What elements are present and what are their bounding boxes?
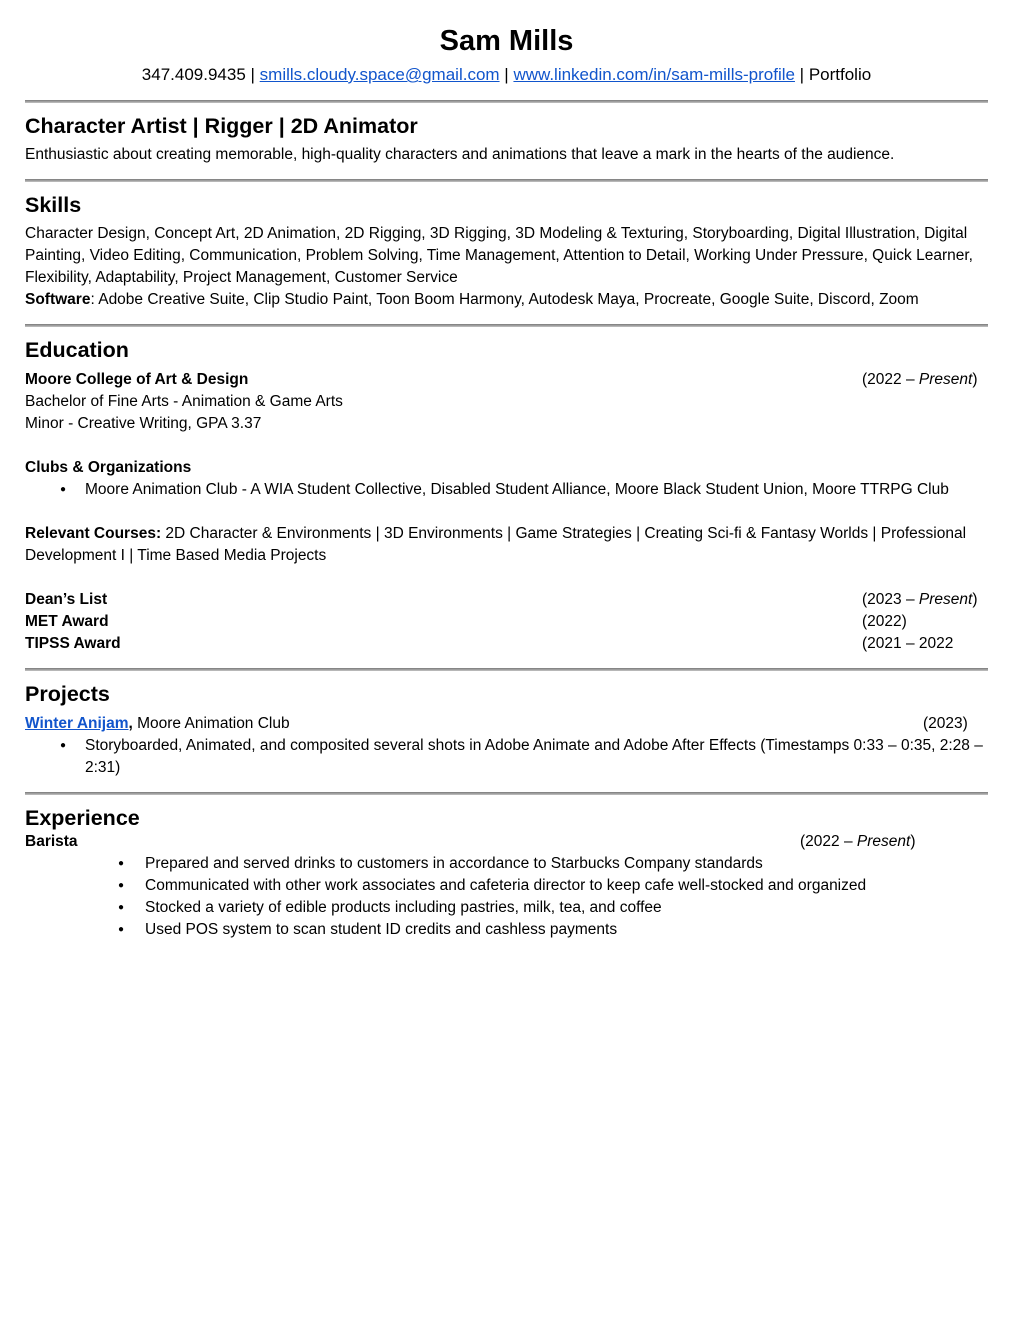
courses-block [25,523,988,567]
page-title: Sam Mills [439,25,574,57]
skills-section [25,223,988,311]
courses-list: 2D Character & Environments | 3D Environments | Game Strategies | Creating Sci-fi & Fantasy Worlds | Professional Development I | Time Based Media Projects [25,525,967,564]
skills-list: Character Design, Concept Art, 2D Animation, 2D Rigging, 3D Rigging, 3D Modeling & Texturing, Storyboarding, Digital Illustration, Digital Painting, Video Editing, Communication, Problem Solving, Time Management, Attention to Detail, Working Under Pressure, Quick Learner, Flexibility, Adaptability, Project Management, Customer Service [25,225,973,286]
award-row [25,611,988,633]
job-bullet-text: Stocked a variety of edible products including pastries, milk, tea, and coffee [145,899,662,916]
job-date: (2022 – Present) [800,833,916,850]
project-row [25,713,988,735]
clubs-heading: Clubs & Organizations [25,459,192,476]
list-item [25,897,988,919]
section-divider [25,179,988,182]
minor-line: Minor - Creative Writing, GPA 3.37 [25,415,262,432]
contact-line [25,63,988,87]
school-date: (2022 – Present) [862,371,978,388]
list-item [25,875,988,897]
profile-title: Character Artist | Rigger | 2D Animator [25,114,418,138]
email-link[interactable]: smills.cloudy.space@gmail.com [259,65,500,84]
project-bullet-text: Storyboarded, Animated, and composited several shots in Adobe Animate and Adobe After Effects (Timestamps 0:33 – 0:35, 2:28 – 2:31) [85,737,983,776]
skills-heading: Skills [25,193,82,217]
software-label: Software [25,291,91,308]
experience-heading: Experience [25,806,140,830]
separator: | [499,65,514,84]
separator: | [794,65,809,84]
list-item [25,735,988,779]
education-school-row [25,369,988,391]
job-bullet-text: Communicated with other work associates and cafeteria director to keep cafe well-stocked and organized [145,877,867,894]
award-name: Dean’s List [25,591,108,608]
project-link-suffix: , [128,715,133,732]
award-date: (2022) [862,613,907,630]
bullet-icon: ● [118,880,125,891]
award-date: (2023 – Present) [862,591,978,608]
award-name: MET Award [25,613,109,630]
bullet-icon: ● [118,924,125,935]
school-name: Moore College of Art & Design [25,371,249,388]
award-row [25,589,988,611]
bullet-icon: ● [60,740,67,751]
bullet-icon: ● [118,902,125,913]
project-link[interactable]: Winter Anijam [25,715,129,732]
software-line [25,289,988,311]
project-date: (2023) [923,715,968,732]
clubs-bullet-text: Moore Animation Club - A WIA Student Collective, Disabled Student Alliance, Moore Black Student Union, Moore TTRPG Club [85,481,949,498]
section-divider [25,668,988,671]
phone-number: 347.409.9435 [141,65,246,84]
award-date: (2021 – 2022 [862,635,954,652]
section-divider [25,324,988,327]
education-heading: Education [25,338,129,362]
awards-block [25,589,988,655]
bullet-icon: ● [118,858,125,869]
job-row [25,831,988,853]
list-item [25,479,988,501]
software-list: : Adobe Creative Suite, Clip Studio Paint, Toon Boom Harmony, Autodesk Maya, Procreate, Google Suite, Discord, Zoom [90,291,919,308]
award-row [25,633,988,655]
linkedin-link[interactable]: www.linkedin.com/in/sam-mills-profile [513,65,795,84]
section-divider [25,100,988,103]
list-item [25,919,988,941]
separator: | [245,65,260,84]
degree-line: Bachelor of Fine Arts - Animation & Game Arts [25,393,343,410]
projects-heading: Projects [25,682,110,706]
job-bullet-text: Used POS system to scan student ID credits and cashless payments [145,921,618,938]
award-name: TIPSS Award [25,635,121,652]
courses-label: Relevant Courses: [25,525,162,542]
section-divider [25,792,988,795]
clubs-block [25,457,988,501]
portfolio-label: Portfolio [808,65,872,84]
list-item [25,853,988,875]
profile-summary: Enthusiastic about creating memorable, high-quality characters and animations that leave a mark in the hearts of the audience. [25,146,895,163]
job-bullet-text: Prepared and served drinks to customers in accordance to Starbucks Company standards [145,855,763,872]
job-title: Barista [25,833,78,850]
project-org: Moore Animation Club [132,715,290,732]
bullet-icon: ● [60,484,67,495]
